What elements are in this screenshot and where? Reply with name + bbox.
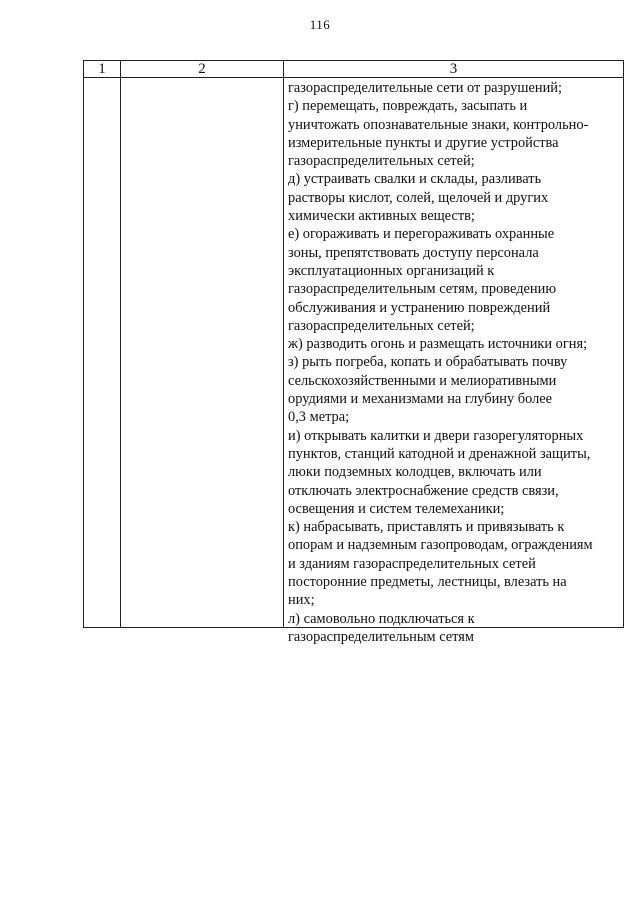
text-line: пунктов, станций катодной и дренажной защиты, [288,445,591,462]
cell-col-2 [121,78,284,628]
text-line: растворы кислот, солей, щелочей и других [288,189,549,206]
text-line: и зданиям газораспределительных сетей [288,555,536,572]
text-line: люки подземных колодцев, включать или [288,464,542,481]
text-line: опорам и надземным газопроводам, ограждениям [288,537,593,554]
column-header-1: 1 [84,61,121,78]
text-line: и) открывать калитки и двери газорегуляторных [288,427,584,444]
text-line: газораспределительных сетей; [288,317,475,334]
text-line: газораспределительным сетям, проведению [288,281,557,298]
text-line: газораспределительным сетям [288,628,475,645]
column-header-2: 2 [121,61,284,78]
text-line: эксплуатационных организаций к [288,262,495,279]
column-header-3: 3 [284,61,624,78]
text-line: ж) разводить огонь и размещать источники огня; [288,336,588,353]
table-row [84,78,624,628]
text-line: газораспределительные сети от разрушений; [288,80,562,96]
text-line: них; [288,592,315,609]
text-line: отключать электроснабжение средств связи, [288,482,559,499]
text-line: д) устраивать свалки и склады, разливать [288,171,542,188]
text-line: е) огораживать и перегораживать охранные [288,226,555,243]
text-line: зоны, препятствовать доступу персонала [288,244,539,261]
text-line: к) набрасывать, приставлять и привязывать к [288,519,565,536]
cell-col-3-text [284,78,623,645]
text-line: измерительные пункты и другие устройства [288,134,559,151]
text-line: газораспределительных сетей; [288,153,475,170]
text-line: з) рыть погреба, копать и обрабатывать почву [288,354,568,371]
text-line: сельскохозяйственными и мелиоративными [288,372,557,389]
text-line: химически активных веществ; [288,208,475,225]
text-line: посторонние предметы, лестницы, влезать на [288,574,567,591]
table-header-row [84,61,624,78]
text-line: г) перемещать, повреждать, засыпать и [288,98,528,115]
page-number: 116 [309,17,331,32]
text-line: орудиями и механизмами на глубину более [288,391,553,408]
cell-col-1 [84,78,121,628]
text-line: л) самовольно подключаться к [288,610,475,627]
text-line: обслуживания и устранению повреждений [288,299,551,316]
text-line: освещения и систем телемеханики; [288,500,505,517]
document-table [83,60,624,645]
text-line: уничтожать опознавательные знаки, контрольно- [288,116,589,133]
cell-col-3 [284,78,624,645]
text-line: 0,3 метра; [288,409,350,426]
